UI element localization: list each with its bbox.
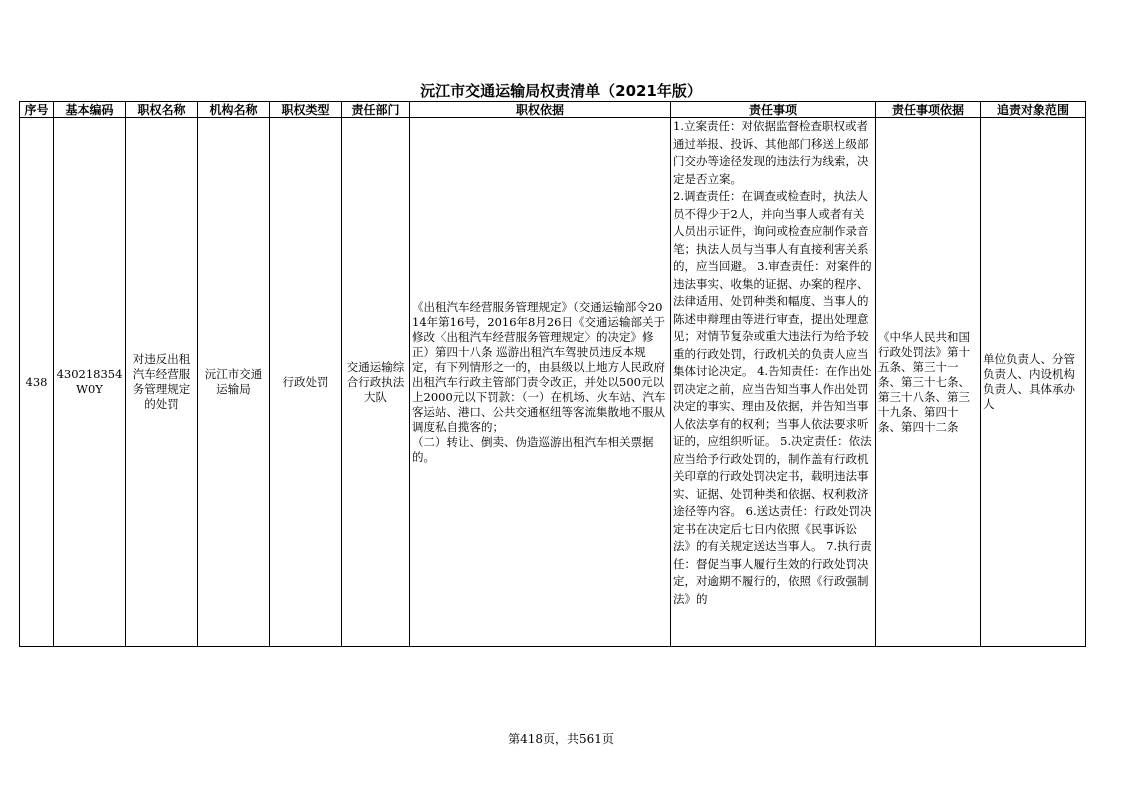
table-header-row [20,102,1086,118]
cell-duties [671,118,876,647]
header-org-name: 机构名称 [198,102,270,118]
cell-seq: 438 [20,118,54,647]
duties-text: 1.立案责任：对依据监督检查职权或者通过举报、投诉、其他部门移送上级部门交办等途径发现的违法行为线索，决定是否立案。 2.调查责任：在调查或检查时，执法人员不得少于2人，并向当事人或者有关人员出示证件，询问或检查应制作录音笔；执法人员与当事人有直接利害关系的，应当回避。 3.审查责任：对案件的违法事实、收集的证据、办案的程序、法律适用、处罚种类和幅度、当事人的陈述申辩理由等进行审查，提出处理意见；对情节复杂或重大违法行为给予较重的行政处罚，行政机关的负责人应当集体讨论决定。 4.告知责任：在作出处罚决定之前，应当告知当事人作出处罚决定的事实、理由及依据，并告知当事人依法享有的权利；当事人依法要求听证的，应组织听证。 5.决定责任：依法应当给予行政处罚的，制作盖有行政机关印章的行政处罚决定书，载明违法事实、证据、处罚种类和依据、权利救济途径等内容。 6.送达责任：行政处罚决定书在决定后七日内依照《民事诉讼法》的有关规定送达当事人。 7.执行责任：督促当事人履行生效的行政处罚决定，对逾期不履行的，依照《行政强制法》的 [673,119,872,606]
cell-power-name: 对违反出租汽车经营服务管理规定的处罚 [126,118,198,647]
header-duties: 责任事项 [671,102,876,118]
header-accountability: 追责对象范围 [981,102,1086,118]
page-number: 第418页，共561页 [508,732,614,746]
table-row [20,118,1086,647]
page-title: 沅江市交通运输局权责清单（2021年版） [420,82,702,100]
header-basis: 职权依据 [410,102,671,118]
cell-accountability: 单位负责人、分管负责人、内设机构负责人、具体承办人 [981,118,1086,647]
header-power-name: 职权名称 [126,102,198,118]
header-code: 基本编码 [54,102,126,118]
cell-org-name: 沅江市交通运输局 [198,118,270,647]
cell-department: 交通运输综合行政执法大队 [342,118,410,647]
header-duty-basis: 责任事项依据 [876,102,981,118]
cell-code: 430218354W0Y [54,118,126,647]
cell-duty-basis: 《中华人民共和国行政处罚法》第十五条、第三十一条、第三十七条、第三十八条、第三十九条、第四十条、第四十二条 [876,118,981,647]
cell-power-type: 行政处罚 [270,118,342,647]
cell-basis: 《出租汽车经营服务管理规定》（交通运输部令2014年第16号，2016年8月26日《交通运输部关于修改〈出租汽车经营服务管理规定〉的决定》修正）第四十八条 巡游出租汽车驾驶员违反本规定，有下列情形之一的，由县级以上地方人民政府出租汽车行政主管部门责令改正，并处以500元以上2000元以下罚款：（一）在机场、火车站、汽车客运站、港口、公共交通枢纽等客流集散地不服从调度私自揽客的； （二）转让、倒卖、伪造巡游出租汽车相关票据的。 [410,118,671,647]
header-seq: 序号 [20,102,54,118]
header-department: 责任部门 [342,102,410,118]
header-power-type: 职权类型 [270,102,342,118]
responsibility-table [19,101,1086,647]
